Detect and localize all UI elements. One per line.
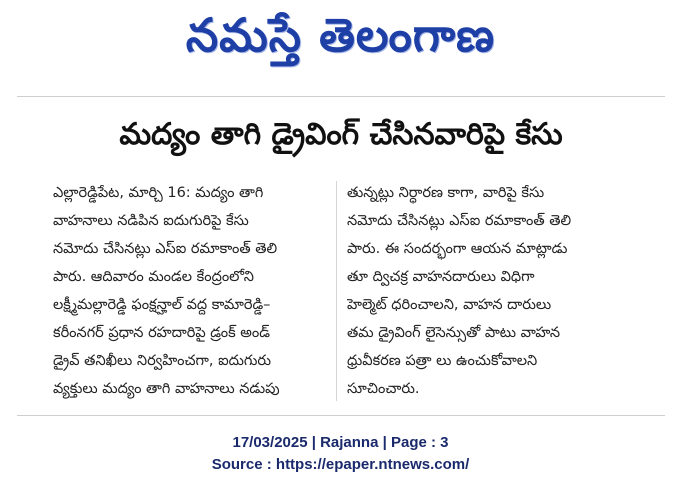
article-line: పారు. ఆదివారం మండల కేంద్రంలోని	[53, 269, 254, 285]
column-divider	[336, 181, 337, 401]
article-line: డ్రైవ్ తనిఖీలు నిర్వహించగా, ఐదుగురు	[53, 353, 271, 369]
article-line: సూచించారు.	[347, 381, 420, 397]
article-line: హెల్మెట్ ధరించాలని, వాహన దారులు	[347, 297, 552, 313]
article-column-right	[347, 179, 633, 403]
source-link[interactable]: Source : https://epaper.ntnews.com/	[211, 456, 470, 473]
article-line: వాహనాలు నడిపిన ఐదుగురిపై కేసు	[53, 213, 249, 229]
newspaper-logo: నమస్తే తెలంగాణ	[185, 8, 496, 62]
article-line: నమోదు చేసినట్లు ఎస్ఐ రమాకాంత్ తెలి	[347, 213, 572, 229]
article-line: కరీంనగర్ ప్రధాన రహదారిపై డ్రంక్ అండ్	[53, 325, 270, 341]
clipping-footer	[0, 432, 681, 476]
article-line: వ్యక్తులు మద్యం తాగి వాహనాలు నడుపు	[53, 381, 280, 397]
article-line: ఎల్లారెడ్డిపేట, మార్చి 16: మద్యం తాగి	[53, 185, 264, 201]
article-line: తూ ద్విచక్ర వాహనదారులు విధిగా	[347, 269, 535, 285]
article-clipping	[17, 96, 665, 416]
article-line: పారు. ఈ సందర్భంగా ఆయన మాట్లాడు	[347, 241, 568, 257]
article-line: లక్ష్మీమల్లారెడ్డి ఫంక్షన్హాల్ వద్ద కామారెడ్డి–	[53, 297, 271, 313]
article-headline: మద్యం తాగి డ్రైవింగ్ చేసినవారిపై కేసు	[119, 117, 563, 152]
article-line: నమోదు చేసినట్లు ఎస్ఐ రమాకాంత్ తెలి	[53, 241, 278, 257]
edition-info: 17/03/2025 | Rajanna | Page : 3	[232, 434, 449, 451]
article-column-left	[53, 179, 339, 403]
article-line: తమ డ్రైవింగ్ లైసెన్సుతో పాటు వాహన	[347, 325, 561, 341]
article-line: ధ్రువీకరణ పత్రా లు ఉంచుకోవాలని	[347, 353, 538, 369]
masthead	[0, 0, 681, 82]
article-line: తున్నట్లు నిర్ధారణ కాగా, వారిపై కేసు	[347, 185, 545, 201]
